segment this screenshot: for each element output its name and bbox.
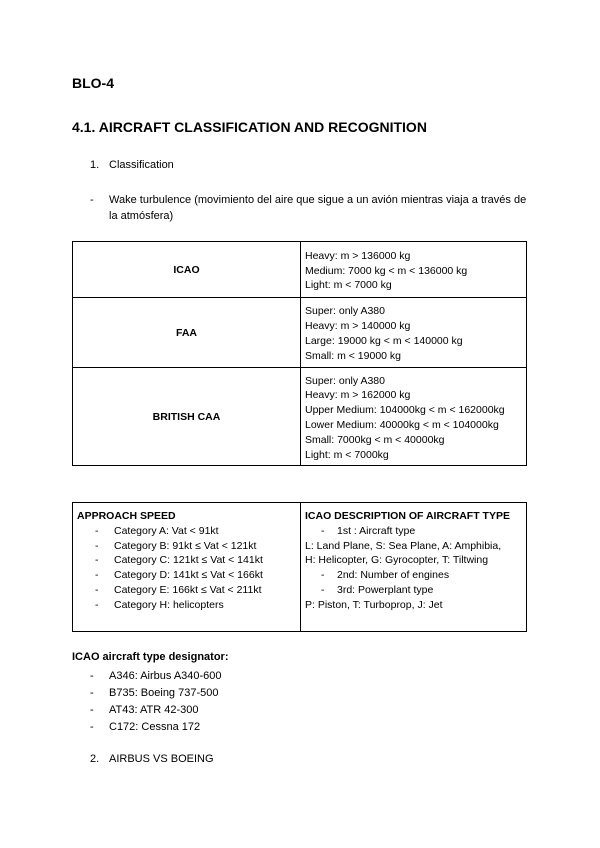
- table-value: Light: m < 7000kg: [305, 448, 389, 461]
- list-item: [305, 583, 522, 598]
- icao-description-title: ICAO DESCRIPTION OF AIRCRAFT TYPE: [305, 510, 510, 522]
- table-value: Heavy: m > 136000 kg: [305, 249, 411, 262]
- designator-item: C172: Cessna 172: [109, 721, 201, 733]
- designator-item: AT43: ATR 42-300: [109, 704, 199, 716]
- bullet-dash: -: [95, 524, 99, 537]
- bullet-dash: -: [95, 583, 99, 596]
- list-item: [90, 702, 222, 719]
- description-text: H: Helicopter, G: Gyrocopter, T: Tiltwing: [305, 554, 489, 567]
- list-number: 1.: [90, 159, 100, 171]
- approach-category: Category B: 91kt ≤ Vat < 121kt: [114, 539, 257, 552]
- list-item: [90, 668, 222, 685]
- bullet-dash: -: [90, 670, 94, 682]
- list-item-airbus-vs-boeing: [90, 753, 214, 765]
- table-value: Super: only A380: [305, 305, 385, 318]
- table-row-label: BRITISH CAA: [73, 368, 301, 466]
- description-item: 3rd: Powerplant type: [337, 583, 434, 596]
- table-row-label: ICAO: [73, 242, 301, 298]
- designator-list: [90, 668, 222, 736]
- approach-category: Category E: 166kt ≤ Vat < 211kt: [114, 583, 262, 596]
- table-value: Small: m < 19000 kg: [305, 349, 402, 362]
- table-row: [73, 368, 527, 466]
- bullet-dash: -: [321, 524, 325, 537]
- table-value: Upper Medium: 104000kg < m < 162000kg: [305, 404, 505, 417]
- table-row-values: [301, 242, 527, 298]
- bullet-dash: -: [95, 539, 99, 552]
- table-value: Heavy: m > 162000 kg: [305, 389, 411, 402]
- table-row-values: [301, 368, 527, 466]
- designator-item: B735: Boeing 737-500: [109, 687, 219, 699]
- description-item: 2nd: Number of engines: [337, 569, 450, 582]
- approach-category: Category A: Vat < 91kt: [114, 524, 219, 537]
- list-label: Classification: [109, 159, 174, 171]
- designator-title: ICAO aircraft type designator:: [72, 651, 229, 663]
- list-item: [305, 568, 522, 583]
- list-item: [77, 524, 296, 539]
- bullet-dash: -: [90, 704, 94, 716]
- table-value: Heavy: m > 140000 kg: [305, 320, 411, 333]
- list-item: [305, 524, 522, 539]
- section-title: 4.1. AIRCRAFT CLASSIFICATION AND RECOGNITION: [72, 119, 427, 135]
- wake-turbulence-text: Wake turbulence (movimiento del aire que sigue a un avión mientras viaja a través de la atmósfera): [109, 194, 527, 222]
- approach-speed-title: APPROACH SPEED: [77, 510, 176, 522]
- approach-category: Category H: helicopters: [114, 598, 224, 611]
- table-row: [73, 298, 527, 368]
- table-row: [73, 242, 527, 298]
- bullet-dash: -: [95, 598, 99, 611]
- list-item: [90, 719, 222, 736]
- bullet-dash: -: [90, 721, 94, 733]
- bullet-dash: -: [90, 194, 94, 206]
- list-item: [77, 583, 296, 598]
- description-text: P: Piston, T: Turboprop, J: Jet: [305, 598, 443, 611]
- table-row-values: [301, 298, 527, 368]
- list-item: [77, 598, 296, 613]
- bullet-dash: -: [321, 583, 325, 596]
- description-text: L: Land Plane, S: Sea Plane, A: Amphibia,: [305, 539, 502, 552]
- approach-category: Category C: 121kt ≤ Vat < 141kt: [114, 554, 263, 567]
- bullet-dash: -: [95, 569, 99, 582]
- table-value: Small: 7000kg < m < 40000kg: [305, 433, 445, 446]
- approach-speed-cell: [73, 503, 301, 632]
- approach-category: Category D: 141kt ≤ Vat < 166kt: [114, 569, 263, 582]
- table-value: Lower Medium: 40000kg < m < 104000kg: [305, 419, 499, 431]
- icao-description-cell: [301, 503, 527, 632]
- table-row-label: FAA: [73, 298, 301, 368]
- bullet-dash: -: [321, 569, 325, 582]
- wake-category-table: [72, 241, 527, 466]
- document-header-blo: BLO-4: [72, 75, 114, 91]
- list-label: AIRBUS VS BOEING: [109, 753, 214, 765]
- table-value: Super: only A380: [305, 374, 385, 387]
- list-item-classification: [90, 159, 174, 171]
- table-value: Medium: 7000 kg < m < 136000 kg: [305, 264, 468, 277]
- table-row: [73, 503, 527, 632]
- bullet-dash: -: [90, 687, 94, 699]
- bullet-dash: -: [95, 554, 99, 567]
- description-item: 1st : Aircraft type: [337, 524, 416, 537]
- list-item: [77, 568, 296, 583]
- list-number: 2.: [90, 753, 100, 765]
- list-item: [77, 539, 296, 554]
- table-value: Light: m < 7000 kg: [305, 279, 392, 292]
- approach-and-description-table: [72, 502, 527, 632]
- designator-item: A346: Airbus A340-600: [109, 670, 222, 682]
- list-item: [77, 553, 296, 568]
- list-item: [90, 685, 222, 702]
- table-value: Large: 19000 kg < m < 140000 kg: [305, 335, 463, 347]
- list-item-wake-turbulence: [90, 192, 530, 224]
